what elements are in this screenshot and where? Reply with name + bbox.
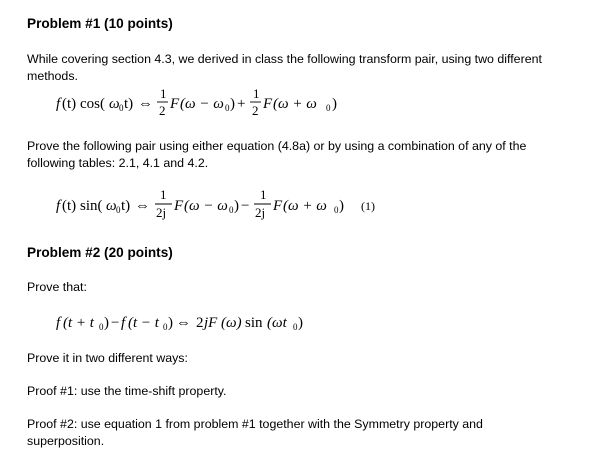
svg-text:(t): (t) bbox=[62, 198, 76, 214]
svg-text:2j: 2j bbox=[255, 205, 265, 220]
svg-text:sin: sin bbox=[245, 315, 263, 331]
svg-text:): ) bbox=[298, 315, 303, 331]
proof-1-text: Proof #1: use the time-shift property. bbox=[27, 383, 227, 399]
prove-that-text: Prove that: bbox=[27, 279, 87, 295]
svg-text:0: 0 bbox=[326, 103, 331, 113]
svg-text:0: 0 bbox=[99, 322, 104, 332]
two-ways-text: Prove it in two different ways: bbox=[27, 350, 188, 366]
svg-text:0: 0 bbox=[119, 103, 124, 113]
svg-text:): ) bbox=[230, 96, 235, 112]
svg-text:(ω + ω: (ω + ω bbox=[283, 198, 327, 214]
svg-text:(t − t: (t − t bbox=[128, 315, 160, 331]
svg-text:0: 0 bbox=[225, 103, 230, 113]
svg-text:jF: jF bbox=[202, 315, 218, 331]
svg-text:0: 0 bbox=[116, 205, 121, 215]
svg-text:F: F bbox=[272, 198, 283, 214]
proof-2-line-1: Proof #2: use equation 1 from problem #1 together with the Symmetry property and bbox=[27, 416, 567, 433]
svg-text:): ) bbox=[168, 315, 173, 331]
svg-text:0: 0 bbox=[334, 205, 339, 215]
svg-text:1: 1 bbox=[253, 86, 260, 101]
svg-text:0: 0 bbox=[293, 322, 298, 332]
svg-text:1: 1 bbox=[160, 86, 167, 101]
svg-text:): ) bbox=[234, 198, 239, 214]
svg-text:): ) bbox=[339, 198, 344, 214]
svg-text:2: 2 bbox=[159, 103, 166, 118]
svg-text:(ω − ω: (ω − ω bbox=[184, 198, 228, 214]
prove-line-2: following tables: 2.1, 4.1 and 4.2. bbox=[27, 155, 567, 172]
svg-text:f: f bbox=[121, 315, 127, 331]
svg-text:): ) bbox=[332, 96, 337, 112]
svg-text:cos(: cos( bbox=[80, 96, 105, 112]
svg-text:t): t) bbox=[121, 198, 130, 214]
problem-2-heading: Problem #2 (20 points) bbox=[27, 245, 173, 260]
svg-text:(t + t: (t + t bbox=[63, 315, 95, 331]
svg-text:F: F bbox=[169, 96, 180, 112]
svg-text:): ) bbox=[104, 315, 109, 331]
eq1-f: f bbox=[56, 96, 62, 112]
svg-text:+: + bbox=[237, 96, 245, 112]
svg-text:0: 0 bbox=[229, 205, 234, 215]
proof-2-text bbox=[27, 416, 567, 449]
eq2-arrow: ⇔ bbox=[135, 198, 150, 214]
svg-text:(ω − ω: (ω − ω bbox=[180, 96, 224, 112]
eq3-arrow: ⇔ bbox=[176, 315, 191, 331]
svg-text:f: f bbox=[56, 198, 62, 214]
svg-text:−: − bbox=[111, 315, 119, 331]
svg-text:F: F bbox=[262, 96, 273, 112]
proof-2-line-2: superposition. bbox=[27, 433, 567, 449]
svg-text:2j: 2j bbox=[156, 205, 166, 220]
svg-text:(ω): (ω) bbox=[221, 315, 242, 331]
eq1-arrow: ⇔ bbox=[138, 96, 153, 112]
svg-text:0: 0 bbox=[163, 322, 168, 332]
svg-text:1: 1 bbox=[160, 187, 167, 202]
prove-line-1: Prove the following pair using either equation (4.8a) or by using a combination of any of the bbox=[27, 138, 567, 155]
intro-line-2: methods. bbox=[27, 68, 567, 85]
problem-1-heading: Problem #1 (10 points) bbox=[27, 16, 173, 31]
svg-text:ω: ω bbox=[106, 198, 117, 214]
svg-text:(t): (t) bbox=[62, 96, 76, 112]
equation-label: (1) bbox=[361, 199, 375, 213]
svg-text:sin(: sin( bbox=[80, 198, 103, 214]
svg-text:F: F bbox=[173, 198, 184, 214]
intro-line-1: While covering section 4.3, we derived in class the following transform pair, using two different bbox=[27, 51, 567, 68]
svg-text:ω: ω bbox=[109, 96, 120, 112]
svg-text:t): t) bbox=[124, 96, 133, 112]
svg-text:−: − bbox=[241, 198, 249, 214]
svg-text:2: 2 bbox=[196, 315, 204, 331]
svg-text:(ω + ω: (ω + ω bbox=[273, 96, 317, 112]
svg-text:(ωt: (ωt bbox=[267, 315, 288, 331]
svg-text:2: 2 bbox=[252, 103, 259, 118]
svg-text:1: 1 bbox=[260, 187, 267, 202]
svg-text:f: f bbox=[56, 315, 62, 331]
